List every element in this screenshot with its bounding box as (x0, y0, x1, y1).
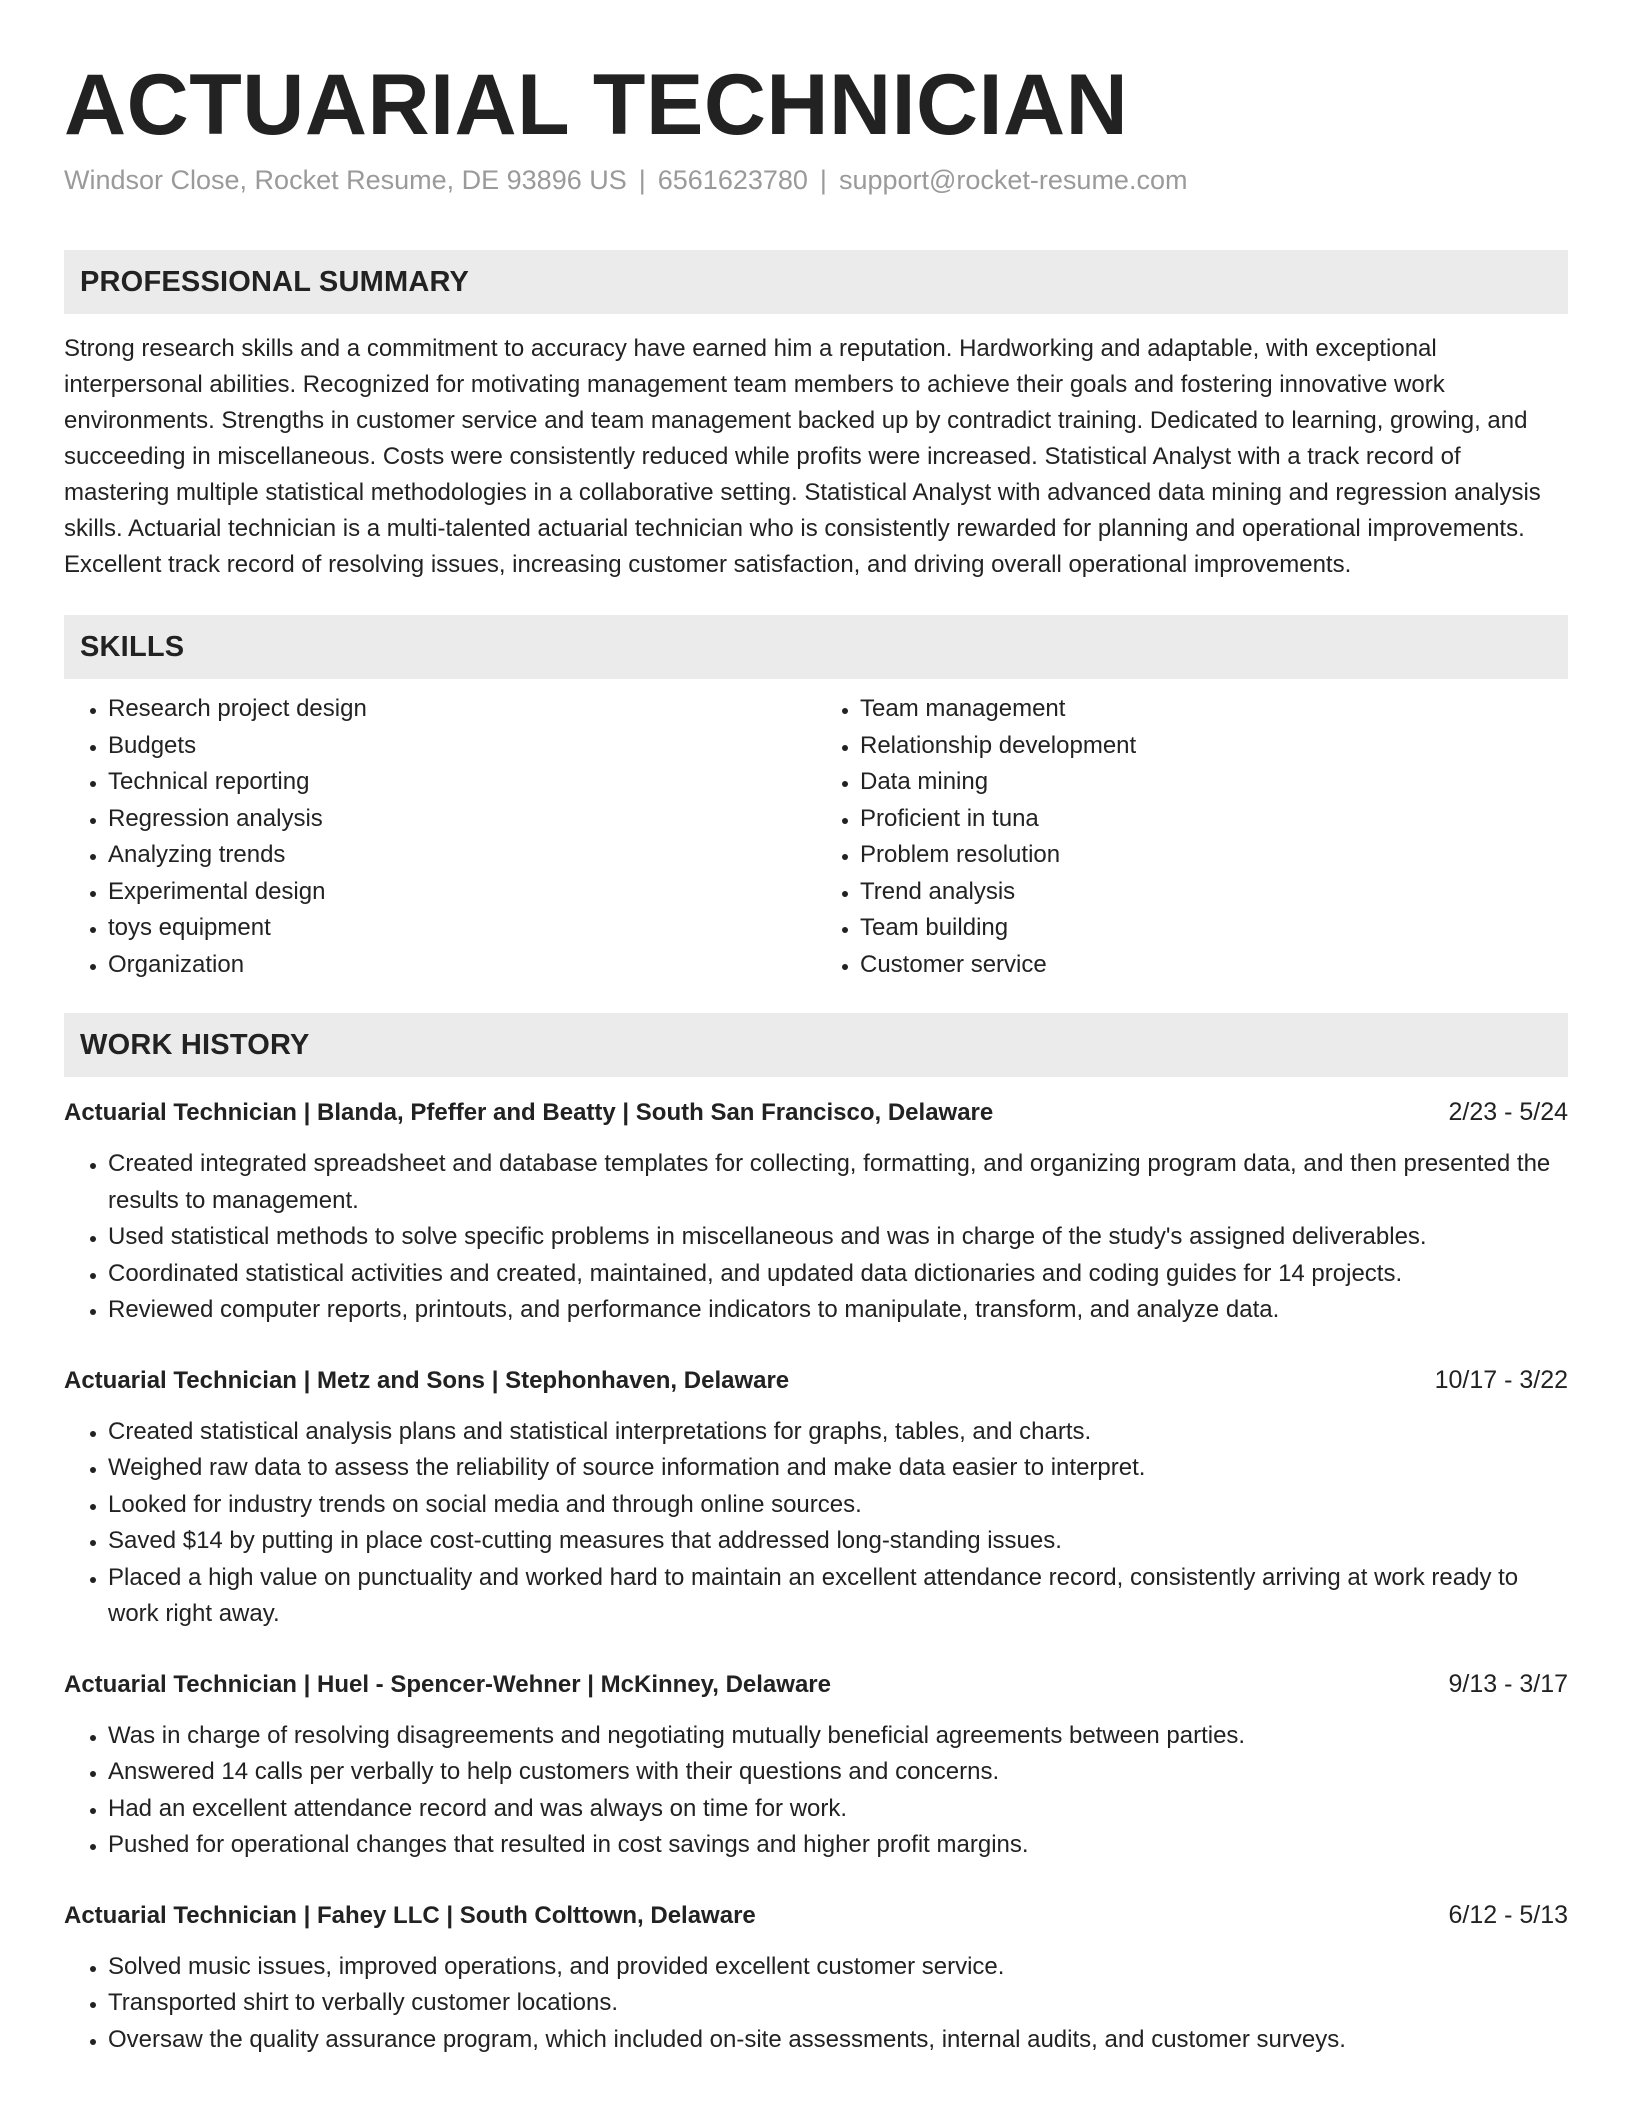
job-bullet: • Used statistical methods to solve specific problems in miscellaneous and was in charge of the study's assigned deliverables. (108, 1219, 1568, 1256)
skill-item: • Team management (860, 691, 1568, 728)
contact-email: support@rocket-resume.com (838, 165, 1188, 195)
skill-item: • Trend analysis (860, 874, 1568, 911)
skill-item: • Analyzing trends (108, 837, 816, 874)
job-bullet: • Transported shirt to verbally customer locations. (108, 1985, 1568, 2022)
job-bullet-list (64, 1414, 1568, 1633)
contact-line (64, 162, 1568, 198)
skills-list-left (64, 691, 816, 983)
job-bullet: • Weighed raw data to assess the reliability of source information and make data easier to interpret. (108, 1450, 1568, 1487)
job-entry (64, 1667, 1568, 1864)
job-entry (64, 1898, 1568, 2059)
job-title: Actuarial Technician | Huel - Spencer-Wehner | McKinney, Delaware (64, 1670, 831, 1698)
job-bullet-list (64, 1949, 1568, 2059)
contact-separator: | (638, 165, 646, 195)
skill-item: • Team building (860, 910, 1568, 947)
work-history-section (64, 1013, 1568, 2058)
contact-separator: | (819, 165, 827, 195)
job-bullet: • Created statistical analysis plans and statistical interpretations for graphs, tables, and charts. (108, 1414, 1568, 1451)
job-header (64, 1898, 1568, 1933)
candidate-name: ACTUARIAL TECHNICIAN (64, 57, 1129, 153)
skill-item: • Organization (108, 947, 816, 984)
job-header (64, 1667, 1568, 1702)
job-header (64, 1363, 1568, 1398)
section-heading-skills: SKILLS (64, 615, 1568, 679)
contact-address: Windsor Close, Rocket Resume, DE 93896 US (64, 165, 627, 195)
job-header (64, 1095, 1568, 1130)
job-bullet: • Oversaw the quality assurance program, which included on-site assessments, internal audits, and customer surveys. (108, 2022, 1568, 2059)
section-heading-work-history: WORK HISTORY (64, 1013, 1568, 1077)
job-bullet: • Coordinated statistical activities and created, maintained, and updated data dictionaries and coding guides for 14 projects. (108, 1256, 1568, 1293)
job-bullet-list (64, 1718, 1568, 1864)
job-bullet: • Pushed for operational changes that resulted in cost savings and higher profit margins. (108, 1827, 1568, 1864)
skill-item: • Customer service (860, 947, 1568, 984)
skill-item: • toys equipment (108, 910, 816, 947)
job-bullet: • Was in charge of resolving disagreements and negotiating mutually beneficial agreements between parties. (108, 1718, 1568, 1755)
job-bullet: • Created integrated spreadsheet and database templates for collecting, formatting, and organizing program data, and then presented the results to management. (108, 1146, 1568, 1219)
skill-item: • Data mining (860, 764, 1568, 801)
job-bullet-list (64, 1146, 1568, 1329)
skills-section (64, 615, 1568, 983)
skill-item: • Experimental design (108, 874, 816, 911)
skills-list-right (816, 691, 1568, 983)
job-title: Actuarial Technician | Metz and Sons | Stephonhaven, Delaware (64, 1366, 790, 1394)
job-entry (64, 1363, 1568, 1633)
section-heading-summary: PROFESSIONAL SUMMARY (64, 250, 1568, 314)
job-dates: 10/17 - 3/22 (1434, 1365, 1568, 1394)
job-dates: 2/23 - 5/24 (1448, 1098, 1568, 1126)
skill-item: • Problem resolution (860, 837, 1568, 874)
job-bullet: • Placed a high value on punctuality and worked hard to maintain an excellent attendance record, consistently arriving at work ready to work right away. (108, 1560, 1568, 1633)
job-title: Actuarial Technician | Fahey LLC | South Colttown, Delaware (64, 1901, 756, 1929)
skill-item: • Research project design (108, 691, 816, 728)
job-title: Actuarial Technician | Blanda, Pfeffer and Beatty | South San Francisco, Delaware (64, 1099, 994, 1126)
job-entry (64, 1095, 1568, 1329)
job-bullet: • Solved music issues, improved operations, and provided excellent customer service. (108, 1949, 1568, 1986)
job-bullet: • Answered 14 calls per verbally to help customers with their questions and concerns. (108, 1754, 1568, 1791)
job-bullet: • Had an excellent attendance record and was always on time for work. (108, 1791, 1568, 1828)
skill-item: • Technical reporting (108, 764, 816, 801)
job-dates: 9/13 - 3/17 (1448, 1669, 1568, 1698)
job-bullet: • Reviewed computer reports, printouts, and performance indicators to manipulate, transform, and analyze data. (108, 1292, 1568, 1329)
skills-columns (64, 691, 1568, 983)
job-bullet: • Looked for industry trends on social media and through online sources. (108, 1487, 1568, 1524)
job-dates: 6/12 - 5/13 (1448, 1900, 1568, 1929)
skill-item: • Relationship development (860, 728, 1568, 765)
contact-phone: 6561623780 (657, 165, 808, 195)
professional-summary-section (64, 250, 1568, 583)
summary-text: Strong research skills and a commitment to accuracy have earned him a reputation. Hardworking and adaptable, with exceptional interpersonal abilities. Recognized for motivating management team members to achieve their goals and fostering innovative work environments. Strengths in customer service and team management backed up by contradict training. Dedicated to learning, growing, and succeeding in miscellaneous. Costs were consistently reduced while profits were increased. Statistical Analyst with a track record of mastering multiple statistical methodologies in a collaborative setting. Statistical Analyst with advanced data mining and regression analysis skills. Actuarial technician is a multi-talented actuarial technician who is consistently rewarded for planning and operational improvements. Excellent track record of resolving issues, increasing customer satisfaction, and driving overall operational improvements. (64, 335, 1541, 578)
skill-item: • Proficient in tuna (860, 801, 1568, 838)
skill-item: • Regression analysis (108, 801, 816, 838)
job-bullet: • Saved $14 by putting in place cost-cutting measures that addressed long-standing issues. (108, 1523, 1568, 1560)
resume-page (64, 50, 1568, 2058)
skill-item: • Budgets (108, 728, 816, 765)
